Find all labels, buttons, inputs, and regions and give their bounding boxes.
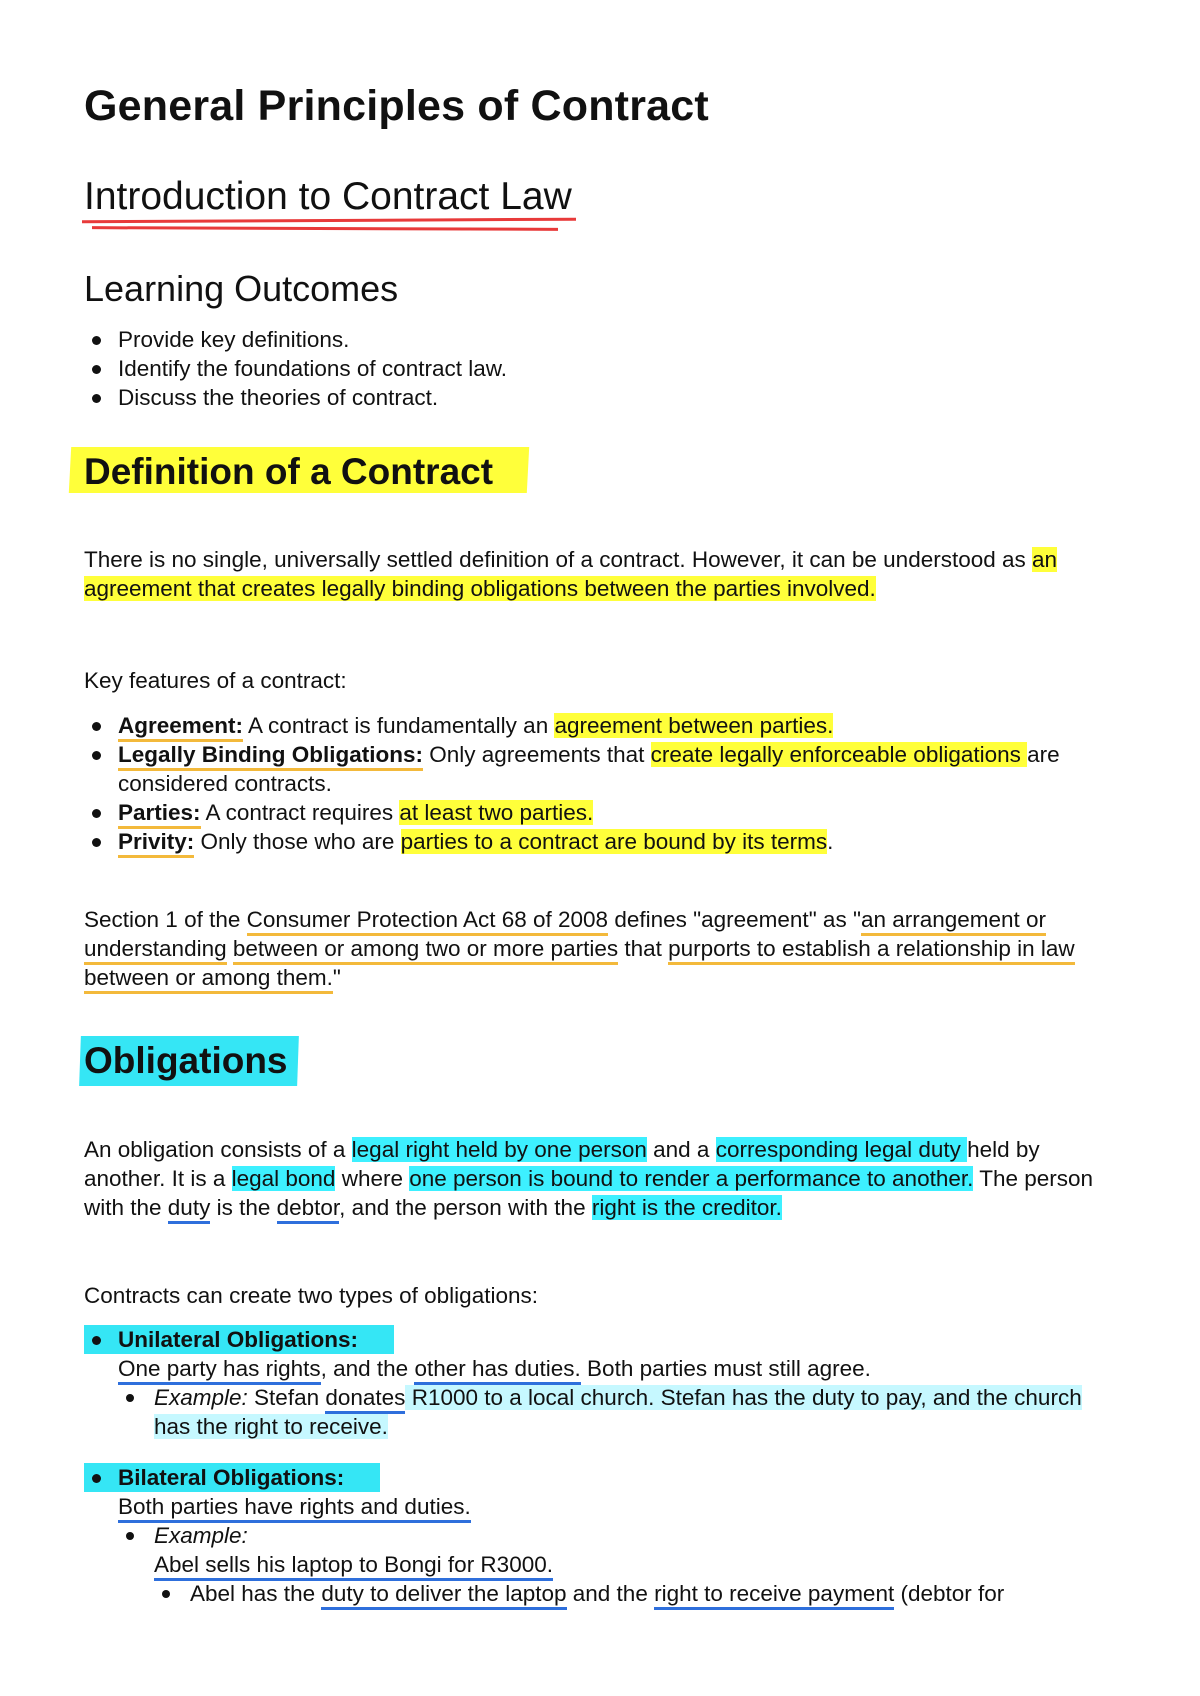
highlighted-text: legal right held by one person [351,1137,647,1162]
highlighted-text: create legally enforceable obligations [650,742,1028,767]
feature-text: A contract is fundamentally an [243,713,555,738]
obligations-heading [84,1040,288,1082]
highlighted-text: agreement between parties. [554,713,834,738]
example-label: Example: [154,1523,248,1548]
intro-heading [84,175,572,219]
obligation-types-list [84,1325,1124,1630]
bilateral-example-list [118,1521,1124,1608]
paragraph-text: is the [210,1195,277,1220]
paragraph-text: held by another. It is a [84,1137,1040,1191]
list-item [84,711,1124,740]
list-item [84,827,1124,856]
paragraph-text: defines "agreement" as " [608,907,861,932]
underlined-text: right to receive payment [654,1581,894,1610]
obligations-paragraph [84,1135,1124,1222]
obligation-types-intro: Contracts can create two types of obligations: [84,1283,538,1308]
feature-term: Parties: [118,800,201,829]
underlined-text: an arrangement or understanding [84,907,1046,965]
bilateral-label: Bilateral Obligations: [84,1463,380,1492]
underlined-text: between or among two or more parties [233,936,618,965]
paragraph-text: and the [566,1581,655,1606]
underlined-text: One party has rights [118,1356,321,1385]
feature-term: Privity: [118,829,194,858]
key-features-intro: Key features of a contract: [84,668,347,693]
learning-outcomes-heading: Learning Outcomes [84,268,399,309]
feature-term: Agreement: [118,713,243,742]
highlighted-text: one person is bound to render a performance to another. [409,1166,974,1191]
list-item: Provide key definitions. [84,325,1084,354]
highlighted-text: corresponding legal duty [715,1137,968,1162]
feature-text: Only agreements that [423,742,651,767]
underlined-text: Both parties have rights and duties. [118,1494,471,1523]
feature-text: Only those who are [194,829,401,854]
paragraph-text: There is no single, universally settled definition of a contract. However, it can be understood as [84,547,1033,572]
paragraph-text: The person with the [84,1166,1094,1220]
example-label: Example: [154,1385,248,1410]
definition-heading [84,451,493,493]
paragraph-text: and a [646,1137,716,1162]
paragraph-text: " [332,965,341,990]
bilateral-detail-list [154,1579,1124,1608]
paragraph-text: (debtor for [894,1581,1005,1606]
definition-heading-text: Definition of a Contract [84,451,494,492]
feature-term: Legally Binding Obligations: [118,742,423,771]
paragraph-text: Abel has the [190,1581,322,1606]
highlighted-text: parties to a contract are bound by its terms [400,829,828,854]
underlined-text: Consumer Protection Act 68 of 2008 [247,907,608,936]
paragraph-text: Stefan [247,1385,326,1410]
paragraph-text: An obligation consists of a [84,1137,352,1162]
document-title: General Principles of Contract [84,82,709,130]
learning-outcomes-list [84,325,1084,412]
unilateral-example-list [118,1383,1124,1441]
obligations-heading-text: Obligations [84,1040,288,1081]
cpa-paragraph [84,905,1124,992]
underlined-text: other has duties. [414,1356,580,1385]
feature-text: are considered contracts. [118,742,1060,796]
underlined-text: Abel sells his laptop to Bongi for R3000. [154,1552,553,1581]
list-item [84,798,1124,827]
underlined-text: purports to establish a relationship in law between or among them. [84,936,1075,994]
list-item-bilateral [84,1463,1124,1608]
paragraph-text: Section 1 of the [84,907,247,932]
list-item [118,1521,1124,1608]
underlined-text: debtor [277,1195,340,1224]
highlighted-text: right is the creditor. [591,1195,782,1220]
highlighted-text: at least two parties. [399,800,594,825]
red-underline-mark [92,226,558,231]
paragraph-text: , and the person with the [339,1195,592,1220]
list-item [84,740,1124,798]
list-item [118,1383,1124,1441]
list-item: Discuss the theories of contract. [84,383,1084,412]
intro-heading-text: Introduction to Contract Law [84,175,572,218]
paragraph-text: where [335,1166,410,1191]
list-item [154,1579,1124,1608]
feature-text: A contract requires [200,800,400,825]
paragraph-text [227,936,233,961]
paragraph-text: , and the [320,1356,415,1381]
unilateral-label: Unilateral Obligations: [84,1325,394,1354]
highlighted-text: legal bond [231,1166,336,1191]
highlighted-text: an agreement that creates legally binding obligations between the parties involved. [84,547,1058,601]
key-features-list [84,711,1124,856]
feature-text: . [827,829,834,854]
list-item: Identify the foundations of contract law. [84,354,1084,383]
paragraph-text: that [618,936,669,961]
underlined-text: duty [168,1195,211,1224]
list-item-unilateral [84,1325,1124,1441]
paragraph-text: Both parties must still agree. [580,1356,871,1381]
definition-paragraph [84,545,1124,603]
underlined-text: duty to deliver the laptop [321,1581,566,1610]
highlighted-text: R1000 to a local church. Stefan has the duty to pay, and the church has the right to receive. [154,1385,1082,1439]
underlined-text: donates [325,1385,405,1414]
